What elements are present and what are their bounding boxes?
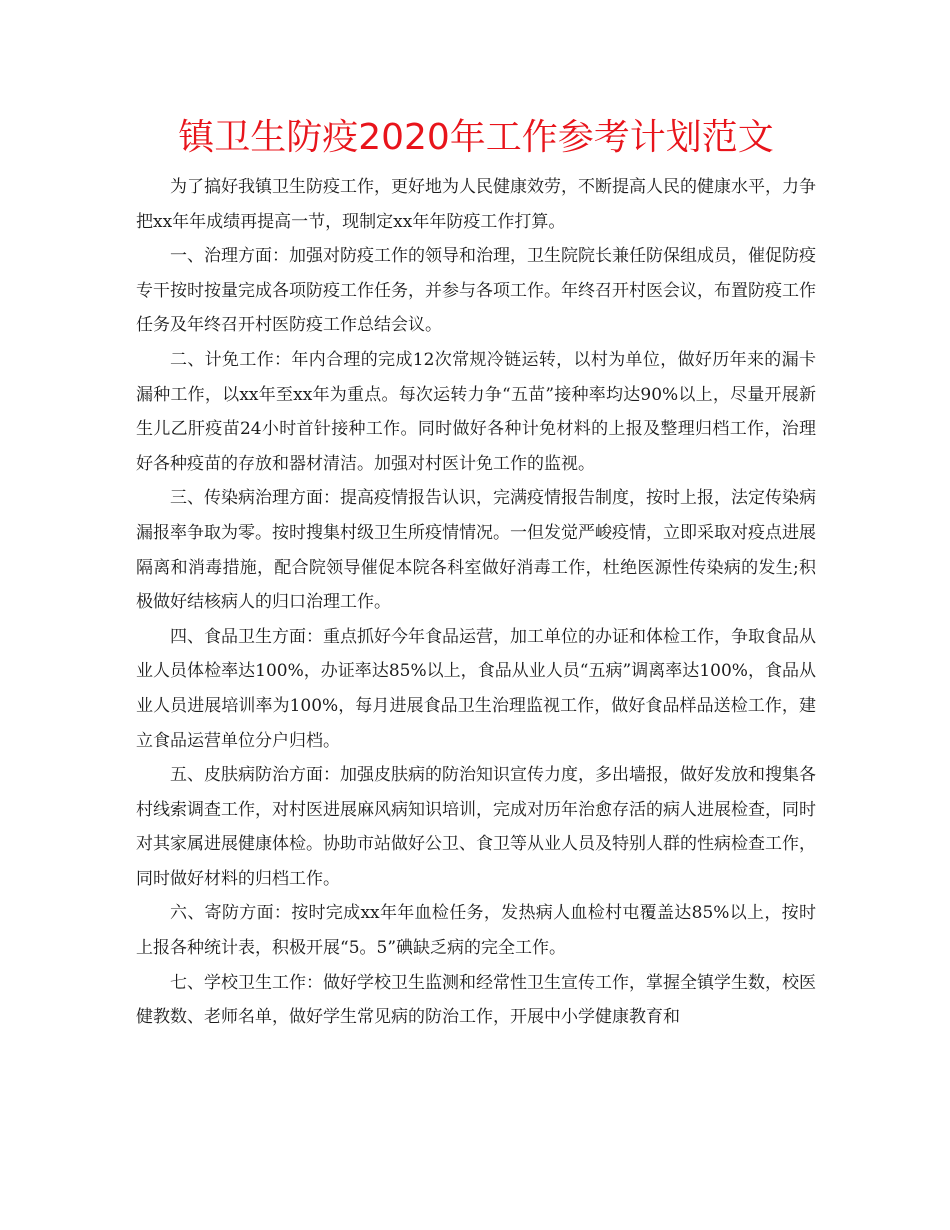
document-title: 镇卫生防疫2020年工作参考计划范文 <box>178 117 774 158</box>
document-body <box>136 170 816 1035</box>
paragraph-parasite-prevention: 六、寄防方面：按时完成xx年年血检任务，发热病人血检村屯覆盖达85%以上，按时上报各种统计表，积极开展“5。5”碘缺乏病的完全工作。 <box>136 903 816 959</box>
paragraph-food-hygiene: 四、食品卫生方面：重点抓好今年食品运营，加工单位的办证和体检工作，争取食品从业人员体检率达100%，办证率达85%以上，食品从业人员“五病”调离率达100%，食品从业人员进展培训率为100%，每月进展食品卫生治理监视工作，做好食品样品送检工作，建立食品运营单位分户归档。 <box>136 626 816 751</box>
paragraph-intro: 为了搞好我镇卫生防疫工作，更好地为人民健康效劳，不断提高人民的健康水平，力争把xx年年成绩再提高一节，现制定xx年年防疫工作打算。 <box>136 177 816 232</box>
paragraph-management: 一、治理方面：加强对防疫工作的领导和治理，卫生院院长兼任防保组成员，催促防疫专干按时按量完成各项防疫工作任务，并参与各项工作。年终召开村医会议，布置防疫工作任务及年终召开村医防疫工作总结会议。 <box>136 246 816 336</box>
paragraph-school-hygiene: 七、学校卫生工作：做好学校卫生监测和经常性卫生宣传工作，掌握全镇学生数，校医健教数、老师名单，做好学生常见病的防治工作，开展中小学健康教育和 <box>136 972 816 1028</box>
paragraph-infectious-disease: 三、传染病治理方面：提高疫情报告认识，完满疫情报告制度，按时上报，法定传染病漏报率争取为零。按时搜集村级卫生所疫情情况。一但发觉严峻疫情，立即采取对疫点进展隔离和消毒措施，配合院领导催促本院各科室做好消毒工作，杜绝医源性传染病的发生;积极做好结核病人的归口治理工作。 <box>136 488 816 613</box>
paragraph-immunization: 二、计免工作：年内合理的完成12次常规冷链运转，以村为单位，做好历年来的漏卡漏种工作，以xx年至xx年为重点。每次运转力争“五苗”接种率均达90%以上，尽量开展新生儿乙肝疫苗24小时首针接种工作。同时做好各种计免材料的上报及整理归档工作，治理好各种疫苗的存放和器材清洁。加强对村医计免工作的监视。 <box>136 349 816 474</box>
paragraph-skin-disease: 五、皮肤病防治方面：加强皮肤病的防治知识宣传力度，多出墙报，做好发放和搜集各村线索调查工作，对村医进展麻风病知识培训，完成对历年治愈存活的病人进展检查，同时对其家属进展健康体检。协助市站做好公卫、食卫等从业人员及特别人群的性病检查工作，同时做好材料的归档工作。 <box>136 765 816 889</box>
